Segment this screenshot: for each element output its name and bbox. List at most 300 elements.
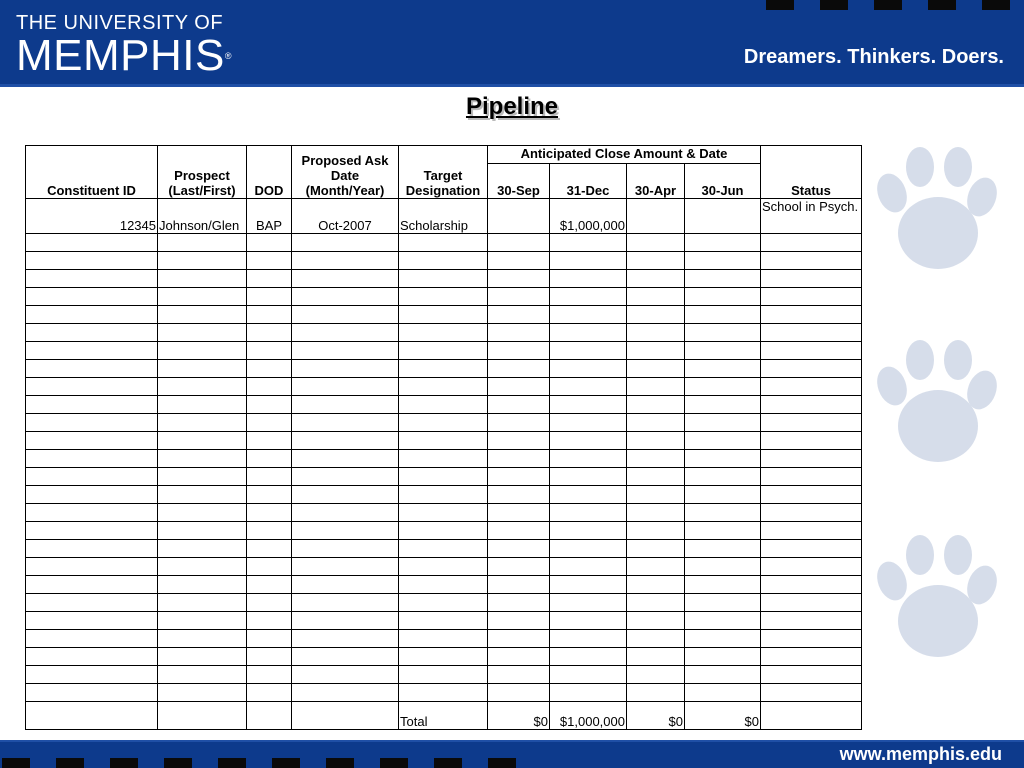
- empty-cell: [627, 540, 685, 558]
- empty-cell: [399, 252, 488, 270]
- empty-cell: [627, 612, 685, 630]
- header-proposed-line2: Date: [330, 168, 360, 183]
- empty-cell: [685, 252, 761, 270]
- empty-cell: [550, 252, 627, 270]
- paw-print-icon: [870, 533, 1000, 663]
- header-date-jun: 30-Jun: [685, 164, 761, 199]
- empty-cell: [399, 450, 488, 468]
- table-row: [26, 414, 862, 432]
- tagline: Dreamers. Thinkers. Doers.: [743, 46, 1004, 68]
- table-row: [26, 468, 862, 486]
- empty-cell: [550, 540, 627, 558]
- empty-cell: [292, 324, 399, 342]
- empty-cell: [685, 630, 761, 648]
- empty-cell: [488, 360, 550, 378]
- empty-cell: [247, 630, 292, 648]
- empty-cell: [247, 288, 292, 306]
- table-row: [26, 630, 862, 648]
- empty-cell: [292, 558, 399, 576]
- empty-cell: [627, 630, 685, 648]
- empty-cell: [26, 270, 158, 288]
- empty-cell: [685, 342, 761, 360]
- empty-cell: [488, 486, 550, 504]
- empty-cell: [761, 648, 862, 666]
- table-row: [26, 486, 862, 504]
- empty-cell: [247, 252, 292, 270]
- empty-cell: [761, 252, 862, 270]
- table-row: [26, 432, 862, 450]
- empty-cell: [399, 468, 488, 486]
- empty-cell: [627, 504, 685, 522]
- empty-cell: [158, 558, 247, 576]
- empty-cell: [685, 360, 761, 378]
- empty-cell: [158, 468, 247, 486]
- empty-cell: [685, 324, 761, 342]
- empty-cell: [26, 252, 158, 270]
- empty-cell: [26, 396, 158, 414]
- empty-cell: [550, 648, 627, 666]
- header-target-line2: Designation: [405, 183, 481, 198]
- empty-cell: [488, 450, 550, 468]
- table-row: [26, 522, 862, 540]
- empty-cell: [26, 432, 158, 450]
- empty-cell: [761, 468, 862, 486]
- empty-cell: [292, 342, 399, 360]
- empty-cell: [550, 306, 627, 324]
- empty-cell: [399, 504, 488, 522]
- empty-cell: [247, 558, 292, 576]
- empty-cell: [26, 576, 158, 594]
- empty-cell: [488, 234, 550, 252]
- empty-cell: [761, 396, 862, 414]
- empty-cell: [399, 594, 488, 612]
- cell-ask-date: Oct-2007: [292, 199, 399, 234]
- empty-cell: [26, 324, 158, 342]
- empty-cell: [627, 234, 685, 252]
- empty-cell: [685, 270, 761, 288]
- empty-cell: [761, 522, 862, 540]
- empty-cell: [685, 540, 761, 558]
- empty-cell: [488, 378, 550, 396]
- empty-cell: [158, 522, 247, 540]
- empty-cell: [627, 684, 685, 702]
- empty-cell: [627, 648, 685, 666]
- total-empty-cell: [761, 702, 862, 730]
- empty-rows: [26, 234, 862, 702]
- total-apr: $0: [627, 702, 685, 730]
- empty-cell: [26, 504, 158, 522]
- empty-cell: [550, 414, 627, 432]
- empty-cell: [685, 486, 761, 504]
- empty-cell: [761, 666, 862, 684]
- cell-jun: [685, 199, 761, 234]
- table-row: [26, 324, 862, 342]
- table-row: [26, 252, 862, 270]
- empty-cell: [685, 504, 761, 522]
- empty-cell: [26, 450, 158, 468]
- empty-cell: [158, 450, 247, 468]
- empty-cell: [685, 450, 761, 468]
- empty-cell: [399, 396, 488, 414]
- header-date-dec: 31-Dec: [550, 164, 627, 199]
- empty-cell: [399, 342, 488, 360]
- table-row: [26, 199, 862, 234]
- empty-cell: [685, 558, 761, 576]
- empty-cell: [488, 324, 550, 342]
- empty-cell: [685, 612, 761, 630]
- cell-constituent-id: 12345: [26, 199, 158, 234]
- header-row-1: [26, 146, 862, 164]
- empty-cell: [292, 396, 399, 414]
- header-proposed-line1: Proposed Ask: [301, 153, 389, 168]
- empty-cell: [399, 522, 488, 540]
- total-empty-cell: [158, 702, 247, 730]
- empty-cell: [399, 666, 488, 684]
- empty-cell: [26, 648, 158, 666]
- empty-cell: [158, 252, 247, 270]
- empty-cell: [685, 378, 761, 396]
- empty-cell: [627, 378, 685, 396]
- empty-cell: [488, 468, 550, 486]
- table-row: [26, 648, 862, 666]
- empty-cell: [761, 342, 862, 360]
- pipeline-table: [25, 145, 862, 730]
- empty-cell: [761, 306, 862, 324]
- empty-cell: [26, 630, 158, 648]
- header-target-line1: Target: [423, 168, 463, 183]
- paw-print-icon: [870, 145, 1000, 275]
- logo-wordmark: MEMPHIS: [16, 31, 225, 80]
- empty-cell: [247, 378, 292, 396]
- empty-cell: [550, 378, 627, 396]
- total-row: [26, 702, 862, 730]
- empty-cell: [627, 306, 685, 324]
- empty-cell: [488, 612, 550, 630]
- empty-cell: [26, 414, 158, 432]
- footer-band: [0, 740, 1024, 768]
- empty-cell: [627, 558, 685, 576]
- table-row: [26, 270, 862, 288]
- empty-cell: [292, 612, 399, 630]
- header-date-apr: 30-Apr: [627, 164, 685, 199]
- total-dec: $1,000,000: [550, 702, 627, 730]
- empty-cell: [685, 648, 761, 666]
- empty-cell: [247, 522, 292, 540]
- empty-cell: [247, 396, 292, 414]
- empty-cell: [550, 558, 627, 576]
- empty-cell: [550, 468, 627, 486]
- empty-cell: [685, 666, 761, 684]
- empty-cell: [292, 252, 399, 270]
- cell-sep: [488, 199, 550, 234]
- total-empty-cell: [26, 702, 158, 730]
- empty-cell: [292, 504, 399, 522]
- empty-cell: [685, 396, 761, 414]
- registered-mark: ®: [224, 51, 232, 61]
- total-empty-cell: [292, 702, 399, 730]
- cell-prospect: Johnson/Glen: [158, 199, 247, 234]
- empty-cell: [550, 594, 627, 612]
- empty-cell: [158, 342, 247, 360]
- empty-cell: [158, 540, 247, 558]
- empty-cell: [488, 648, 550, 666]
- empty-cell: [26, 666, 158, 684]
- header-date-sep: 30-Sep: [488, 164, 550, 199]
- empty-cell: [685, 522, 761, 540]
- empty-cell: [399, 378, 488, 396]
- empty-cell: [292, 648, 399, 666]
- empty-cell: [158, 486, 247, 504]
- empty-cell: [292, 414, 399, 432]
- table-row: [26, 504, 862, 522]
- empty-cell: [247, 504, 292, 522]
- empty-cell: [158, 414, 247, 432]
- empty-cell: [488, 522, 550, 540]
- empty-cell: [488, 288, 550, 306]
- empty-cell: [761, 432, 862, 450]
- empty-cell: [550, 450, 627, 468]
- empty-cell: [627, 432, 685, 450]
- cell-apr: [627, 199, 685, 234]
- header-anticipated-close: Anticipated Close Amount & Date: [488, 146, 761, 164]
- empty-cell: [627, 288, 685, 306]
- empty-cell: [292, 486, 399, 504]
- empty-cell: [627, 270, 685, 288]
- cell-dec: $1,000,000: [550, 199, 627, 234]
- empty-cell: [627, 522, 685, 540]
- table-row: [26, 540, 862, 558]
- empty-cell: [26, 234, 158, 252]
- empty-cell: [488, 432, 550, 450]
- empty-cell: [488, 396, 550, 414]
- empty-cell: [26, 540, 158, 558]
- empty-cell: [247, 306, 292, 324]
- empty-cell: [761, 378, 862, 396]
- empty-cell: [158, 234, 247, 252]
- empty-cell: [26, 360, 158, 378]
- empty-cell: [247, 234, 292, 252]
- table-row: [26, 576, 862, 594]
- header-dod: DOD: [247, 146, 292, 199]
- empty-cell: [550, 360, 627, 378]
- table-row: [26, 666, 862, 684]
- empty-cell: [292, 630, 399, 648]
- empty-cell: [488, 558, 550, 576]
- empty-cell: [292, 378, 399, 396]
- table-row: [26, 288, 862, 306]
- university-logo: [16, 12, 232, 80]
- empty-cell: [761, 630, 862, 648]
- empty-cell: [399, 486, 488, 504]
- empty-cell: [399, 630, 488, 648]
- empty-cell: [26, 378, 158, 396]
- empty-cell: [292, 540, 399, 558]
- empty-cell: [292, 666, 399, 684]
- logo-line2: [16, 31, 232, 80]
- empty-cell: [550, 522, 627, 540]
- empty-cell: [399, 558, 488, 576]
- empty-cell: [488, 306, 550, 324]
- empty-cell: [761, 558, 862, 576]
- empty-cell: [627, 360, 685, 378]
- empty-cell: [26, 522, 158, 540]
- empty-cell: [399, 234, 488, 252]
- empty-cell: [292, 360, 399, 378]
- empty-cell: [158, 306, 247, 324]
- empty-cell: [685, 594, 761, 612]
- empty-cell: [550, 324, 627, 342]
- empty-cell: [550, 396, 627, 414]
- empty-cell: [627, 324, 685, 342]
- table-row: [26, 450, 862, 468]
- empty-cell: [550, 504, 627, 522]
- empty-cell: [761, 594, 862, 612]
- empty-cell: [247, 576, 292, 594]
- empty-cell: [550, 630, 627, 648]
- empty-cell: [292, 306, 399, 324]
- empty-cell: [685, 468, 761, 486]
- table-row: [26, 342, 862, 360]
- empty-cell: [158, 432, 247, 450]
- empty-cell: [550, 576, 627, 594]
- empty-cell: [247, 432, 292, 450]
- empty-cell: [247, 666, 292, 684]
- empty-cell: [292, 288, 399, 306]
- checker-pattern-top: [766, 0, 1010, 10]
- empty-cell: [685, 432, 761, 450]
- header-prospect-line2: (Last/First): [168, 183, 236, 198]
- empty-cell: [488, 540, 550, 558]
- empty-cell: [627, 486, 685, 504]
- empty-cell: [247, 450, 292, 468]
- empty-cell: [158, 270, 247, 288]
- table-row: [26, 684, 862, 702]
- empty-cell: [761, 270, 862, 288]
- empty-cell: [247, 270, 292, 288]
- table-row: [26, 612, 862, 630]
- empty-cell: [685, 684, 761, 702]
- empty-cell: [158, 576, 247, 594]
- empty-cell: [488, 684, 550, 702]
- empty-cell: [488, 594, 550, 612]
- header-prospect-line1: Prospect: [174, 168, 230, 183]
- empty-cell: [292, 522, 399, 540]
- empty-cell: [158, 288, 247, 306]
- empty-cell: [158, 612, 247, 630]
- empty-cell: [292, 684, 399, 702]
- empty-cell: [550, 234, 627, 252]
- empty-cell: [399, 648, 488, 666]
- table-row: [26, 396, 862, 414]
- header-proposed-ask-date: [292, 146, 399, 199]
- empty-cell: [627, 396, 685, 414]
- empty-cell: [247, 648, 292, 666]
- empty-cell: [292, 270, 399, 288]
- empty-cell: [399, 306, 488, 324]
- header-band: [0, 0, 1024, 87]
- empty-cell: [627, 666, 685, 684]
- empty-cell: [247, 360, 292, 378]
- total-label: Total: [399, 702, 488, 730]
- empty-cell: [158, 648, 247, 666]
- empty-cell: [247, 468, 292, 486]
- paw-print-icon: [870, 338, 1000, 468]
- empty-cell: [26, 306, 158, 324]
- empty-cell: [247, 684, 292, 702]
- header-proposed-line3: (Month/Year): [305, 183, 385, 198]
- empty-cell: [685, 414, 761, 432]
- empty-cell: [761, 414, 862, 432]
- empty-cell: [761, 486, 862, 504]
- empty-cell: [550, 432, 627, 450]
- empty-cell: [158, 666, 247, 684]
- empty-cell: [292, 468, 399, 486]
- total-jun: $0: [685, 702, 761, 730]
- empty-cell: [26, 486, 158, 504]
- empty-cell: [247, 324, 292, 342]
- empty-cell: [158, 684, 247, 702]
- cell-status: School in Psych.: [761, 199, 862, 234]
- empty-cell: [158, 378, 247, 396]
- empty-cell: [399, 432, 488, 450]
- footer-url-link[interactable]: www.memphis.edu: [839, 744, 1002, 764]
- table-row: [26, 558, 862, 576]
- table-row: [26, 234, 862, 252]
- empty-cell: [292, 450, 399, 468]
- empty-cell: [247, 486, 292, 504]
- empty-cell: [247, 612, 292, 630]
- empty-cell: [550, 270, 627, 288]
- empty-cell: [761, 540, 862, 558]
- header-prospect: [158, 146, 247, 199]
- empty-cell: [26, 468, 158, 486]
- empty-cell: [488, 342, 550, 360]
- total-empty-cell: [247, 702, 292, 730]
- table-row: [26, 360, 862, 378]
- empty-cell: [627, 342, 685, 360]
- empty-cell: [550, 288, 627, 306]
- empty-cell: [488, 252, 550, 270]
- cell-dod: BAP: [247, 199, 292, 234]
- empty-cell: [247, 342, 292, 360]
- empty-cell: [399, 270, 488, 288]
- empty-cell: [550, 486, 627, 504]
- empty-cell: [550, 684, 627, 702]
- empty-cell: [158, 630, 247, 648]
- empty-cell: [761, 288, 862, 306]
- empty-cell: [26, 684, 158, 702]
- cell-designation: Scholarship: [399, 199, 488, 234]
- empty-cell: [399, 288, 488, 306]
- empty-cell: [158, 594, 247, 612]
- empty-cell: [399, 576, 488, 594]
- logo-line1: THE UNIVERSITY OF: [16, 12, 224, 34]
- empty-cell: [26, 342, 158, 360]
- empty-cell: [292, 594, 399, 612]
- empty-cell: [247, 540, 292, 558]
- empty-cell: [158, 324, 247, 342]
- empty-cell: [292, 432, 399, 450]
- empty-cell: [399, 684, 488, 702]
- empty-cell: [399, 612, 488, 630]
- empty-cell: [761, 684, 862, 702]
- empty-cell: [488, 414, 550, 432]
- empty-cell: [488, 504, 550, 522]
- empty-cell: [399, 540, 488, 558]
- pipeline-table-wrapper: [25, 145, 862, 730]
- table-row: [26, 378, 862, 396]
- empty-cell: [761, 612, 862, 630]
